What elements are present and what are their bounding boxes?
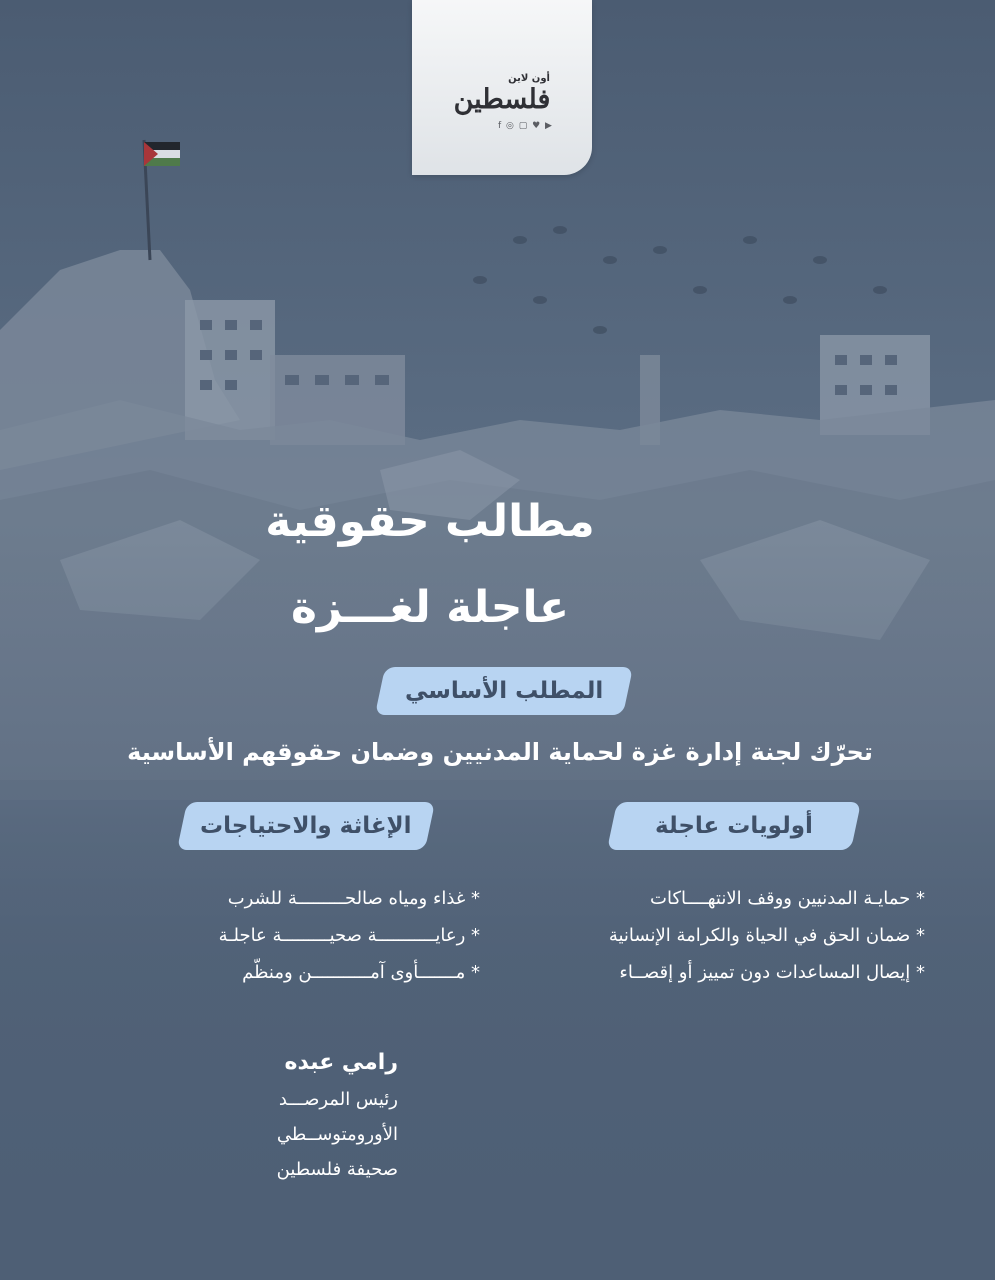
list-item: * مـــــــأوى آمـــــــــــن ومنظّم bbox=[242, 962, 480, 983]
signature-line: الأورومتوســطي bbox=[276, 1124, 398, 1145]
brand-logo: فلسطين bbox=[453, 84, 551, 115]
main-demand-text: تحرّك لجنة إدارة غزة لحماية المدنيين وضمان حقوقهم الأساسية bbox=[127, 738, 873, 766]
title-line-1: مطالب حقوقية bbox=[265, 496, 595, 547]
list-item: * رعايـــــــــــة صحيـــــــــة عاجلـة bbox=[218, 925, 480, 946]
relief-list bbox=[90, 880, 480, 991]
title-line-2: عاجلة لغـــزة bbox=[290, 582, 570, 633]
signature-name: رامي عبده bbox=[284, 1050, 398, 1075]
main-demand-label: المطلب الأساسي bbox=[375, 667, 633, 715]
relief-label: الإغاثة والاحتياجات bbox=[177, 802, 435, 850]
list-item: * إيصال المساعدات دون تمييز أو إقصــاء bbox=[619, 962, 925, 983]
signature-line: رئيس المرصـــد bbox=[278, 1089, 398, 1110]
list-item: * ضمان الحق في الحياة والكرامة الإنسانية bbox=[608, 925, 925, 946]
priorities-label: أولويات عاجلة bbox=[607, 802, 861, 850]
list-item: * غذاء ومياه صالحـــــــــة للشرب bbox=[227, 888, 480, 909]
signature-line: صحيفة فلسطين bbox=[276, 1159, 398, 1180]
brand-logo-card bbox=[412, 0, 592, 175]
priorities-list bbox=[540, 880, 925, 991]
brand-tag: أون لاين bbox=[508, 73, 550, 84]
social-icons: f ◎ ▢ ♥ ▶ bbox=[498, 121, 553, 131]
signature-block bbox=[200, 1050, 398, 1180]
list-item: * حمايـة المدنيين ووقف الانتهــــاكات bbox=[650, 888, 925, 909]
